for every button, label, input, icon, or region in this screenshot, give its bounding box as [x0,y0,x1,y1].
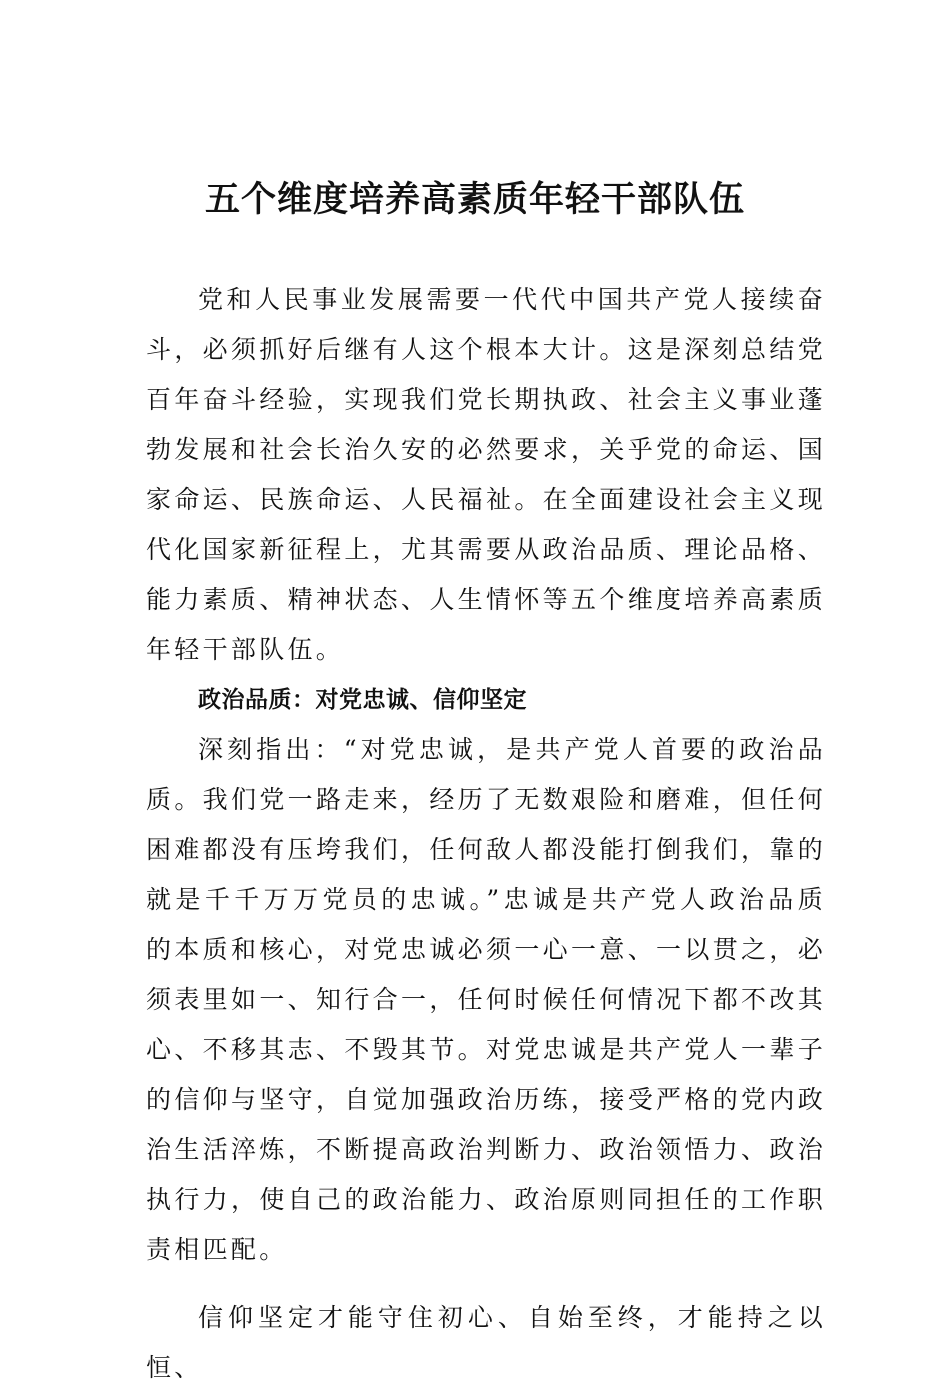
section-paragraph-continued: 信仰坚定才能守住初心、自始至终，才能持之以恒、 [146,1303,826,1382]
paragraph-spacer [146,1275,826,1293]
document-body [146,275,826,1393]
document-title: 五个维度培养高素质年轻干部队伍 [204,179,745,220]
intro-paragraph: 党和人民事业发展需要一代代中国共产党人接续奋斗，必须抓好后继有人这个根本大计。这是深刻总结党百年奋斗经验，实现我们党长期执政、社会主义事业蓬勃发展和社会长治久安的必然要求，关乎党的命运、国家命运、民族命运、人民福祉。在全面建设社会主义现代化国家新征程上，尤其需要从政治品质、理论品格、能力素质、精神状态、人生情怀等五个维度培养高素质年轻干部队伍。 [146,285,826,664]
section-paragraph: 深刻指出：“对党忠诚，是共产党人首要的政治品质。我们党一路走来，经历了无数艰险和磨难，但任何困难都没有压垮我们，任何敌人都没能打倒我们，靠的就是千千万万党员的忠诚。”忠诚是共产党人政治品质的本质和核心，对党忠诚必须一心一意、一以贯之，必须表里如一、知行合一，任何时候任何情况下都不改其心、不移其志、不毁其节。对党忠诚是共产党人一辈子的信仰与坚守，自觉加强政治历练，接受严格的党内政治生活淬炼，不断提高政治判断力、政治领悟力、政治执行力，使自己的政治能力、政治原则同担任的工作职责相匹配。 [146,735,826,1264]
section-heading-political-quality: 政治品质：对党忠诚、信仰坚定 [198,687,527,713]
